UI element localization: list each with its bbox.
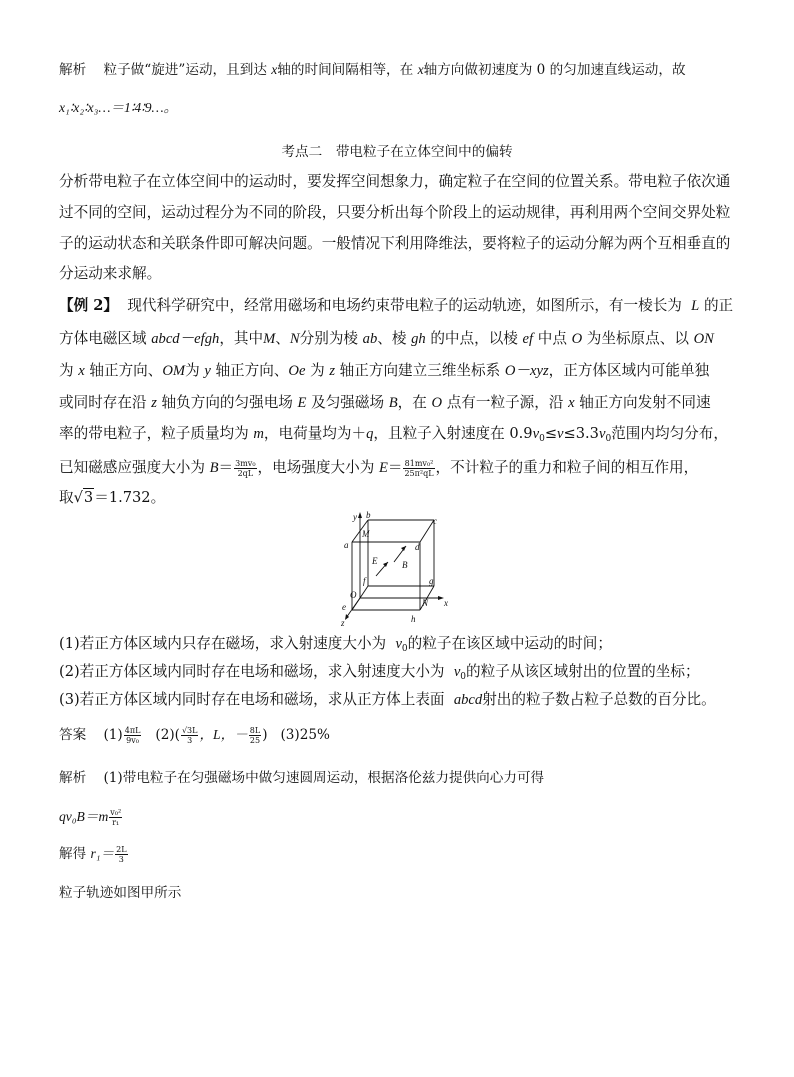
field-label: B bbox=[402, 560, 408, 570]
vertex-label: d bbox=[415, 542, 420, 552]
example-line-5: 率的带电粒子，粒子质量均为 m，电荷量均为＋q，且粒子入射速度在 $0.9v_0\le v\le 3.3v_0$范围内均匀分布， bbox=[59, 425, 728, 444]
point-label: N bbox=[422, 598, 429, 608]
axis-label: x bbox=[444, 598, 448, 608]
example-line-2: 方体电磁区域 abcd－efgh，其中M、N分别为棱 ab、棱 gh 的中点，以棱 ef 中点 O 为坐标原点、以 ON bbox=[59, 330, 714, 347]
question-3: (3)若正方体区域内同时存在电场和磁场，求从正方体上表面 abcd射出的粒子数占粒子总数的百分比。 bbox=[59, 691, 716, 708]
answer-line: 答案 (1) $\frac{4\pi L}{\text{9v₀}}$ (2)( $\frac{√3L}{3}$ ，L，－ $\frac{8L}{25}$ ) (3)25% bbox=[59, 726, 330, 745]
analysis-line: 子的运动状态和关联条件即可解决问题。一般情况下利用降维法，要将粒子的运动分解为两个互相垂直的 bbox=[59, 235, 731, 252]
example-line-6: 已知磁感应强度大小为 B＝ $\frac{\text{3mv₀}}{2qL}$ ，电场强度大小为 E＝ $\frac{\text{81mv₀²}}{\text{25π²qL}}$ ，不计粒子的重力和粒子间的相互作用， bbox=[59, 458, 699, 478]
analysis-line: 分运动来求解。 bbox=[59, 265, 162, 282]
vertex-label: h bbox=[411, 614, 416, 624]
question-2: (2)若正方体区域内同时存在电场和磁场，求入射速度大小为 $v_0$的粒子从该区域射出的位置的坐标； bbox=[59, 663, 700, 682]
equation-1: qv₀B＝m $\frac{\text{v₀²}}{\text{r₁}}$ bbox=[59, 808, 122, 827]
analysis-line: 分析带电粒子在立体空间中的运动时，要发挥空间想象力，确定粒子在空间的位置关系。带电粒子依次通 bbox=[59, 173, 731, 190]
field-label: E bbox=[372, 556, 378, 566]
b-field-fraction: $\frac{\text{3mv₀}}{2qL}$ bbox=[235, 458, 256, 478]
analysis-line: 过不同的空间，运动过程分为不同的阶段，只要分析出每个阶段上的运动规律，再利用两个空间交界处粒 bbox=[59, 204, 731, 221]
cube-figure bbox=[338, 510, 458, 628]
solution-label: 解析 bbox=[59, 770, 87, 786]
solution-line-1: 解析 (1)带电粒子在匀强磁场中做匀速圆周运动，根据洛伦兹力提供向心力可得 bbox=[59, 770, 545, 786]
e-field-fraction: $\frac{\text{81mv₀²}}{\text{25π²qL}}$ bbox=[404, 458, 434, 478]
vertex-label: c bbox=[433, 516, 437, 526]
intro-line-2: x₁∶x₂∶x₃…＝1∶4∶9…。 bbox=[59, 100, 178, 115]
axis-label: z bbox=[341, 618, 345, 628]
question-1: (1)若正方体区域内只存在磁场，求入射速度大小为 $v_0$的粒子在该区域中运动的时间； bbox=[59, 635, 612, 654]
axis-label: y bbox=[353, 512, 357, 522]
point-label: M bbox=[362, 529, 370, 539]
vertex-label: a bbox=[344, 540, 349, 550]
example-line-3: 为 x 轴正方向、OM为 y 轴正方向、Oe 为 z 轴正方向建立三维坐标系 O－xyz，正方体区域内可能单独 bbox=[59, 362, 710, 379]
equation-2: 解得 r₁＝ $\frac{2L}{3}$ bbox=[59, 845, 127, 864]
vertex-label: g bbox=[429, 576, 434, 586]
example-line-1: 【例 2】 现代科学研究中，经常用磁场和电场约束带电粒子的运动轨迹，如图所示，有一棱长为 L 的正 bbox=[59, 297, 734, 314]
vertex-label: f bbox=[363, 576, 366, 586]
intro-line-1: 解析 粒子做“旋进”运动，且到达 x轴的时间间隔相等，在 x轴方向做初速度为 0 的匀加速直线运动，故 bbox=[59, 62, 686, 78]
answer-label: 答案 bbox=[59, 727, 87, 743]
vertex-label: e bbox=[342, 602, 346, 612]
example-line-7: 取√3＝1.732。 bbox=[59, 489, 166, 506]
example-label: 【例 2】 bbox=[59, 297, 119, 314]
section-title: 考点二 带电粒子在立体空间中的偏转 bbox=[281, 144, 513, 160]
example-line-4: 或同时存在沿 z 轴负方向的匀强电场 E 及匀强磁场 B，在 O 点有一粒子源，沿 x 轴正方向发射不同速 bbox=[59, 394, 711, 411]
solution-line-2: 粒子轨迹如图甲所示 bbox=[59, 885, 182, 901]
analysis-label: 解析 bbox=[59, 62, 87, 78]
vertex-label: b bbox=[366, 510, 371, 520]
origin-label: O bbox=[350, 590, 357, 600]
